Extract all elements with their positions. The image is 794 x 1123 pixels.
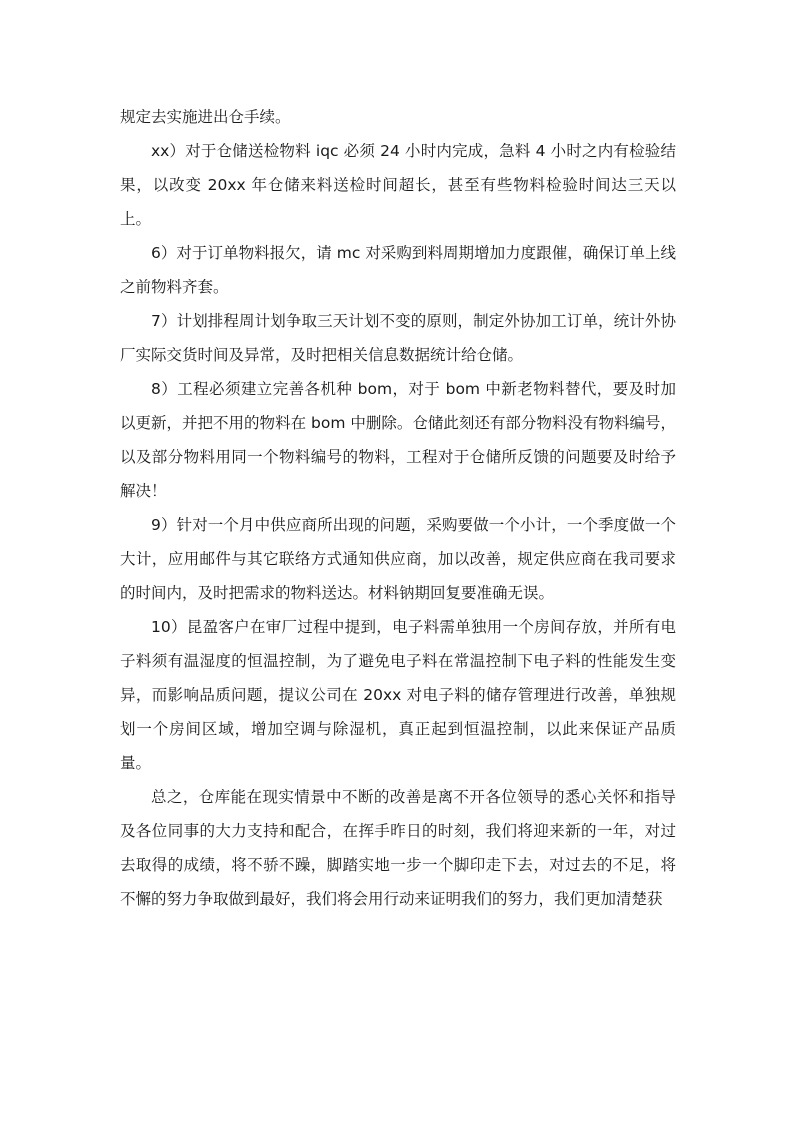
paragraph-item-10: 10）昆盈客户在审厂过程中提到，电子料需单独用一个房间存放，并所有电子料须有温湿度的恒温控制，为了避免电子料在常温控制下电子料的性能发生变异，而影响品质问题，提议公司在 20xx 对电子料的储存管理进行改善，单独规划一个房间区域，增加空调与除湿机，真正起到恒温控制，以此来保证产品质量。	[120, 618, 676, 772]
paragraph-summary: 总之，仓库能在现实情景中不断的改善是离不开各位领导的悉心关怀和指导及各位同事的大力支持和配合，在挥手昨日的时刻，我们将迎来新的一年，对过去取得的成绩，将不骄不躁，脚踏实地一步一个脚印走下去，对过去的不足，将不懈的努力争取做到最好，我们将会用行动来证明我们的努力，我们更加清楚获	[120, 788, 676, 908]
paragraph-item-7: 7）计划排程周计划争取三天计划不变的原则，制定外协加工订单，统计外协厂实际交货时间及异常，及时把相关信息数据统计给仓储。	[120, 312, 676, 364]
paragraph-item-xx: xx）对于仓储送检物料 iqc 必须 24 小时内完成，急料 4 小时之内有检验结果，以改变 20xx 年仓储来料送检时间超长，甚至有些物料检验时间达三天以上。	[120, 142, 676, 228]
paragraph-item-8: 8）工程必须建立完善各机种 bom，对于 bom 中新老物料替代，要及时加以更新，并把不用的物料在 bom 中删除。仓储此刻还有部分物料没有物料编号，以及部分物料用同一个物料编号的物料，工程对于仓储所反馈的问题要及时给予解决！	[120, 380, 676, 500]
paragraph-continuation: 规定去实施进出仓手续。	[120, 108, 291, 126]
paragraph-item-6: 6）对于订单物料报欠，请 mc 对采购到料周期增加力度跟催，确保订单上线之前物料齐套。	[120, 244, 676, 296]
paragraph-item-9: 9）针对一个月中供应商所出现的问题，采购要做一个小计，一个季度做一个大计，应用邮件与其它联络方式通知供应商，加以改善，规定供应商在我司要求的时间内，及时把需求的物料送达。材料钠期回复要准确无误。	[120, 516, 676, 602]
document-body	[120, 100, 676, 916]
